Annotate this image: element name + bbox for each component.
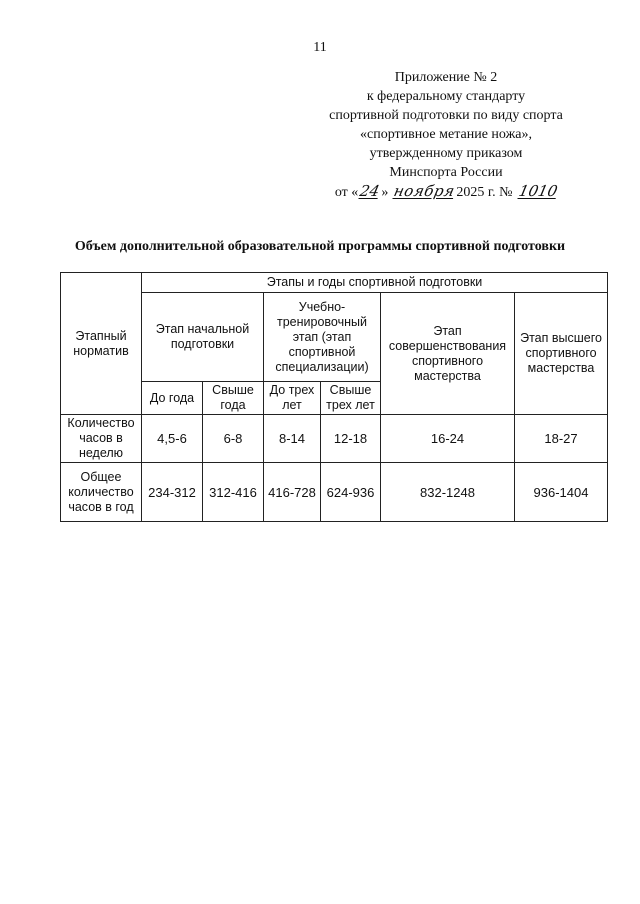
table-row (61, 463, 608, 522)
document-heading: Объем дополнительной образовательной программы спортивной подготовки (74, 239, 566, 254)
appendix-line: Приложение № 2 (394, 70, 498, 85)
appendix-line: «спортивное метание ножа», (360, 127, 532, 142)
stage-header-higher-mastery: Этап высшего спортивного мастерства (515, 293, 608, 415)
date-sep: » (381, 185, 389, 200)
stage-header-improvement: Этап совершенствования спортивного мастерства (381, 293, 515, 415)
subheader-over-year: Свыше года (203, 382, 264, 415)
appendix-block (296, 68, 596, 202)
date-prefix: от « (334, 185, 359, 200)
table-cell: 234-312 (142, 463, 203, 522)
table-cell: 8-14 (264, 415, 321, 463)
order-date-line (296, 182, 596, 202)
date-year: 2025 г. № (456, 185, 513, 200)
table-row (61, 415, 608, 463)
handwritten-day: 24 (358, 182, 382, 200)
page-number: 11 (313, 40, 327, 55)
table-cell: 12-18 (321, 415, 381, 463)
row-label: Общее количество часов в год (61, 463, 142, 522)
subheader-up-to-three-years: До трех лет (264, 382, 321, 415)
appendix-line: к федеральному стандарту (366, 89, 526, 104)
table-cell: 416-728 (264, 463, 321, 522)
appendix-line: спортивной подготовки по виду спорта (329, 108, 563, 123)
table-cell: 18-27 (515, 415, 608, 463)
handwritten-order-number: 1010 (517, 182, 560, 200)
appendix-line: утвержденному приказом (369, 146, 523, 161)
stages-header: Этапы и годы спортивной подготовки (142, 273, 608, 293)
appendix-line: Минспорта России (389, 165, 503, 180)
row-label: Количество часов в неделю (61, 415, 142, 463)
table-cell: 4,5-6 (142, 415, 203, 463)
stage-header-initial: Этап начальной подготовки (142, 293, 264, 382)
norm-header: Этапный норматив (61, 273, 142, 415)
table-cell: 312-416 (203, 463, 264, 522)
program-volume-table (60, 272, 608, 522)
table-cell: 6-8 (203, 415, 264, 463)
handwritten-month: ноября (392, 182, 457, 200)
subheader-over-three-years: Свыше трех лет (321, 382, 381, 415)
subheader-up-to-year: До года (142, 382, 203, 415)
table-cell: 16-24 (381, 415, 515, 463)
table-cell: 832-1248 (381, 463, 515, 522)
table-cell: 936-1404 (515, 463, 608, 522)
table-cell: 624-936 (321, 463, 381, 522)
stage-header-training: Учебно-тренировочный этап (этап спортивной специализации) (264, 293, 381, 382)
